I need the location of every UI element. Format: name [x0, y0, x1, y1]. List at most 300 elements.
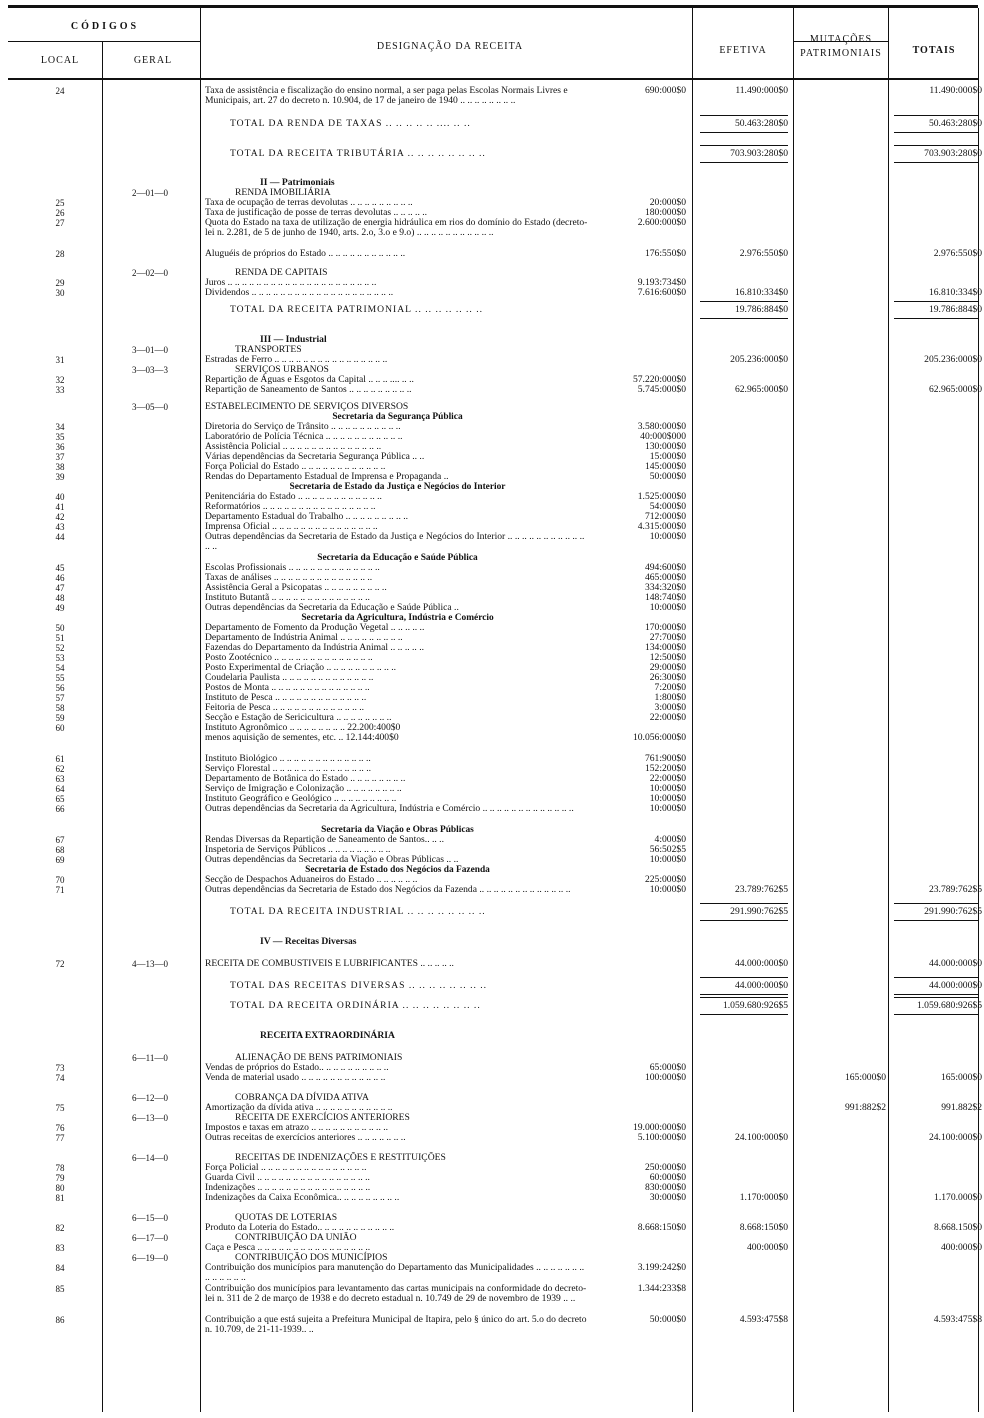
table-row: [0, 804, 984, 825]
totais-value: 2.976:550$0: [933, 249, 982, 259]
total-rule: [700, 301, 788, 302]
description: RECEITAS DE INDENIZAÇÕES E RESTITUIÇÕES: [235, 1152, 446, 1163]
totais-value: 50.463:280$0: [928, 119, 982, 129]
local-code: 41: [55, 502, 65, 512]
totais-value: 703.903:280$0: [924, 149, 982, 159]
description: ESTABELECIMENTO DE SERVIÇOS DIVERSOS: [205, 401, 409, 412]
table-row: [0, 1284, 984, 1315]
partial-value: 145:000$0: [644, 462, 686, 472]
description: II — Patrimoniais: [260, 177, 335, 188]
partial-value: 170:000$0: [644, 623, 686, 633]
local-code: 52: [55, 643, 65, 653]
total-rule: [700, 132, 788, 133]
total-rule: [894, 1014, 978, 1015]
local-code: 44: [55, 532, 65, 542]
total-rule: [700, 997, 788, 998]
description: RENDA IMOBILIÁRIA: [235, 187, 331, 198]
partial-value: 10:000$0: [649, 784, 686, 794]
table-row: [0, 733, 984, 754]
description: Secretaria da Segurança Pública: [332, 412, 463, 422]
table-row: [0, 1163, 984, 1173]
table-row: [0, 754, 984, 764]
partial-value: 130:000$0: [644, 442, 686, 452]
partial-value: 9.193:734$0: [637, 278, 686, 288]
local-code: 82: [55, 1223, 65, 1233]
totais-value: 44.000:000$0: [928, 959, 982, 969]
table-row: [0, 593, 984, 603]
table-row: [0, 335, 984, 345]
totais-value: 1.059.680:926$5: [916, 1001, 982, 1011]
receita-table-body: [0, 86, 984, 1336]
efetiva-value: 44.000:000$0: [734, 959, 788, 969]
total-rule: [894, 132, 978, 133]
table-row: [0, 1031, 984, 1053]
table-row: [0, 1233, 984, 1243]
description: Outras dependências da Secretaria da Educação e Saúde Pública ..: [205, 602, 459, 613]
description: Impostos e taxas em atrazo .. .. .. .. .. .. .. .. .. .. ..: [205, 1122, 389, 1133]
partial-value: 20:000$0: [649, 198, 686, 208]
table-row: [0, 1103, 984, 1113]
description: Taxas de análises .. .. .. .. .. .. .. .. .. .. .. .. .. ..: [205, 572, 373, 583]
local-code: 68: [55, 845, 65, 855]
table-row: [0, 1153, 984, 1163]
mutacoes-value: 991:882$2: [844, 1103, 886, 1113]
local-code: 35: [55, 432, 65, 442]
description: Serviço Florestal .. .. .. .. .. .. .. .. .. .. .. .. .. ..: [205, 763, 372, 774]
local-code: 83: [55, 1243, 65, 1253]
description: Taxa de justificação de posse de terras devolutas .. .. .. .. ..: [205, 207, 428, 218]
table-row: [0, 472, 984, 482]
partial-value: 10:000$0: [649, 855, 686, 865]
local-code: 43: [55, 522, 65, 532]
table-row: [0, 442, 984, 452]
totais-value: 16.810:334$0: [928, 288, 982, 298]
local-code: 27: [55, 218, 65, 228]
description: TOTAL DA RECEITA TRIBUTÁRIA .. .. .. .. .. .. .. ..: [230, 148, 486, 159]
partial-value: 148:740$0: [644, 593, 686, 603]
total-rule: [700, 318, 788, 319]
description: Força Policial do Estado .. .. .. .. .. .. .. .. .. .. .. ..: [205, 461, 386, 472]
local-code: 25: [55, 198, 65, 208]
description: Guarda Civil .. .. .. .. .. .. .. .. .. .. .. .. .. .. .. ..: [205, 1172, 370, 1183]
table-row: [0, 563, 984, 573]
local-code: 72: [55, 959, 65, 969]
description: RENDA DE CAPITAIS: [235, 267, 328, 278]
description: Instituto Agronômico .. .. .. .. .. .. .. .. 22.200:400$0: [205, 722, 401, 733]
partial-value: 1.344:233$8: [637, 1284, 686, 1294]
local-code: 54: [55, 663, 65, 673]
total-rule: [700, 977, 788, 978]
local-code: 26: [55, 208, 65, 218]
local-code: 57: [55, 693, 65, 703]
local-code: 37: [55, 452, 65, 462]
table-row: [0, 845, 984, 855]
table-row: [0, 385, 984, 402]
header-codigos: CÓDIGOS: [70, 21, 140, 32]
header-designacao: DESIGNAÇÃO DA RECEITA: [376, 41, 524, 52]
table-row: [0, 268, 984, 278]
description: Contribuição a que está sujeita a Prefeitura Municipal de Itapira, pelo § único do art. 5.o do decreto n. 10.709, de 21-11-1939.. ..: [205, 1314, 587, 1336]
partial-value: 152:200$0: [644, 764, 686, 774]
description: Posto Experimental de Criação .. .. .. .. .. .. .. .. .. ..: [205, 662, 397, 673]
table-row: [0, 1093, 984, 1103]
table-row: [0, 835, 984, 845]
table-row: [0, 959, 984, 981]
partial-value: 4.315:000$0: [637, 522, 686, 532]
local-code: 24: [55, 86, 65, 96]
local-code: 84: [55, 1263, 65, 1273]
table-row: [0, 198, 984, 208]
local-code: 47: [55, 583, 65, 593]
table-row: [0, 532, 984, 553]
local-code: 51: [55, 633, 65, 643]
table-row: [0, 633, 984, 643]
table-row: [0, 1223, 984, 1233]
partial-value: 10:000$0: [649, 603, 686, 613]
efetiva-value: 19.786:884$0: [734, 305, 788, 315]
table-row: [0, 855, 984, 865]
table-row: [0, 713, 984, 723]
codes-rule: [8, 41, 200, 42]
description: Contribuição dos municípios para levantamento das cartas municipais na conformidade do decreto-lei n. 311 de 2 de março de 1938 e do decreto estadual n. 10.749 de 29 de novembro de 1939 .. ..: [205, 1283, 587, 1305]
description: Caça e Pesca .. .. .. .. .. .. .. .. .. .. .. .. .. .. .. ..: [205, 1242, 371, 1253]
total-rule: [700, 145, 788, 146]
partial-value: 712:000$0: [644, 512, 686, 522]
table-row: [0, 1113, 984, 1123]
table-row: [0, 723, 984, 733]
partial-value: 8.668:150$0: [637, 1223, 686, 1233]
partial-value: 22:000$0: [649, 774, 686, 784]
partial-value: 4:000$0: [654, 835, 686, 845]
total-rule: [894, 318, 978, 319]
table-row: [0, 402, 984, 412]
description: Secretaria da Agricultura, Indústria e Comércio: [301, 613, 494, 623]
table-row: [0, 412, 984, 422]
description: Outras dependências da Secretaria da Viação e Obras Públicas .. ..: [205, 854, 459, 865]
efetiva-value: 50.463:280$0: [734, 119, 788, 129]
local-code: 75: [55, 1103, 65, 1113]
efetiva-value: 2.976:550$0: [739, 249, 788, 259]
partial-value: 225:000$0: [644, 875, 686, 885]
description: COBRANÇA DA DÍVIDA ATIVA: [235, 1092, 369, 1103]
partial-value: 54:000$0: [649, 502, 686, 512]
local-code: 66: [55, 804, 65, 814]
description: Vendas de próprios do Estado.. .. .. .. .. .. .. .. .. ..: [205, 1062, 389, 1073]
table-row: [0, 1243, 984, 1253]
table-row: [0, 345, 984, 355]
table-row: [0, 288, 984, 305]
total-rule: [894, 301, 978, 302]
table-row: [0, 1001, 984, 1031]
description: Indenizações da Caixa Econômica.. .. .. .. .. .. .. .. ..: [205, 1192, 400, 1203]
geral-code: 2—01—0: [132, 188, 168, 198]
description: Serviço de Imigração e Colonização .. .. .. .. .. .. .. ..: [205, 783, 402, 794]
partial-value: 65:000$0: [649, 1063, 686, 1073]
table-row: [0, 693, 984, 703]
local-code: 76: [55, 1123, 65, 1133]
description: Departamento de Botânica do Estado .. .. .. .. .. .. .. ..: [205, 773, 406, 784]
description: Departamento de Indústria Animal .. .. .. .. .. .. .. .. ..: [205, 632, 403, 643]
table-row: [0, 149, 984, 178]
partial-value: 10:000$0: [649, 794, 686, 804]
local-code: 64: [55, 784, 65, 794]
table-row: [0, 375, 984, 385]
description: Várias dependências da Secretaria Segurança Pública .. ..: [205, 451, 425, 462]
description: Reformatórios .. .. .. .. .. .. .. .. .. .. .. .. .. .. .. ..: [205, 501, 376, 512]
partial-value: 3.199:242$0: [637, 1263, 686, 1273]
efetiva-value: 24.100:000$0: [734, 1133, 788, 1143]
local-code: 61: [55, 754, 65, 764]
partial-value: 761:900$0: [644, 754, 686, 764]
totais-value: 62.965:000$0: [928, 385, 982, 395]
efetiva-value: 11.490:000$0: [735, 86, 788, 96]
local-code: 55: [55, 673, 65, 683]
total-rule: [700, 920, 788, 921]
mutacoes-value: 165:000$0: [844, 1073, 886, 1083]
total-rule: [700, 994, 788, 995]
total-rule: [894, 115, 978, 116]
local-code: 34: [55, 422, 65, 432]
partial-value: 29:000$0: [649, 663, 686, 673]
geral-code: 3—03—3: [132, 365, 168, 375]
local-code: 31: [55, 355, 65, 365]
totais-value: 400:000$0: [940, 1243, 982, 1253]
table-row: [0, 305, 984, 335]
header-local: LOCAL: [40, 55, 80, 66]
local-code: 85: [55, 1284, 65, 1294]
table-row: [0, 663, 984, 673]
local-code: 80: [55, 1183, 65, 1193]
table-row: [0, 653, 984, 663]
geral-code: 6—12—0: [132, 1093, 168, 1103]
table-row: [0, 452, 984, 462]
description: CONTRIBUIÇÃO DOS MUNICÍPIOS: [235, 1252, 388, 1263]
table-row: [0, 218, 984, 249]
local-code: 74: [55, 1073, 65, 1083]
local-code: 36: [55, 442, 65, 452]
table-row: [0, 482, 984, 492]
header-efetiva: EFETIVA: [719, 45, 767, 56]
total-rule: [894, 997, 978, 998]
description: Rendas do Departamento Estadual de Imprensa e Propaganda ..: [205, 471, 449, 482]
description: Laboratório de Polícia Técnica .. .. .. .. .. .. .. .. .. .. ..: [205, 431, 403, 442]
table-row: [0, 1053, 984, 1063]
partial-value: 100:000$0: [644, 1073, 686, 1083]
partial-value: 26:300$0: [649, 673, 686, 683]
partial-value: 134:000$0: [644, 643, 686, 653]
description: III — Industrial: [260, 334, 327, 345]
local-code: 38: [55, 462, 65, 472]
totais-value: 291.990:762$5: [924, 907, 982, 917]
table-row: [0, 1213, 984, 1223]
local-code: 58: [55, 703, 65, 713]
description: Outras dependências da Secretaria da Agricultura, Indústria e Comércio .. .. .. .. .. .. .. .. .. .. .. .. ..: [205, 803, 574, 814]
partial-value: 334:320$0: [644, 583, 686, 593]
partial-value: 465:000$0: [644, 573, 686, 583]
partial-value: 60:000$0: [649, 1173, 686, 1183]
table-row: [0, 553, 984, 563]
description: Quota do Estado na taxa de utilização de energia hidráulica em rios do domínio do Estado (decreto-lei n. 2.281, de 5 de junho de 1940, arts. 2.o, 3.o e 9.o) .. .. .. .. .. .. .. .. .. .. ..: [205, 217, 588, 239]
description: Secretaria de Estado dos Negócios da Fazenda: [305, 865, 490, 875]
local-code: 29: [55, 278, 65, 288]
efetiva-value: 8.668:150$0: [739, 1223, 788, 1233]
local-code: 33: [55, 385, 65, 395]
header-geral: GERAL: [133, 55, 173, 66]
description: Fazendas do Departamento da Indústria Animal .. .. .. .. ..: [205, 642, 425, 653]
description: TOTAL DA RECEITA ORDINÁRIA .. .. .. .. .. .. .. ..: [230, 1000, 481, 1011]
description: Repartição de Saneamento de Santos .. .. .. .. .. .. .. .. ..: [205, 384, 412, 395]
description: Contribuição dos municípios para manutenção do Departamento das Municipalidades .. .. .. .. .. .. .. .. .. .. .. .. ..: [205, 1262, 585, 1284]
table-row: [0, 603, 984, 613]
table-row: [0, 784, 984, 794]
local-code: 45: [55, 563, 65, 573]
description: QUOTAS DE LOTERIAS: [235, 1212, 338, 1223]
partial-value: 1:800$0: [654, 693, 686, 703]
table-row: [0, 502, 984, 512]
table-row: [0, 613, 984, 623]
table-row: [0, 703, 984, 713]
description: Taxa de assistência e fiscalização do ensino normal, a ser paga pelas Escolas Normais Livres e Municipais, art. 27 do decreto n. 10.904, de 17 de janeiro de 1940 .. .. .. .. .. .. .. ..: [205, 85, 568, 107]
efetiva-value: 62.965:000$0: [734, 385, 788, 395]
partial-value: 30:000$0: [649, 1193, 686, 1203]
description: TOTAL DA RECEITA INDUSTRIAL .. .. .. .. .. .. .. ..: [230, 906, 486, 917]
table-row: [0, 937, 984, 959]
table-row: [0, 1315, 984, 1336]
partial-value: 2.600:000$0: [637, 218, 686, 228]
local-code: 67: [55, 835, 65, 845]
description: RECEITA DE EXERCÍCIOS ANTERIORES: [235, 1112, 410, 1123]
description: Produto da Loteria do Estado.. .. .. .. .. .. .. .. .. .. ..: [205, 1222, 395, 1233]
totais-value: 11.490:000$0: [929, 86, 982, 96]
description: Postos de Monta .. .. .. .. .. .. .. .. .. .. .. .. .. ..: [205, 682, 370, 693]
partial-value: 22:000$0: [649, 713, 686, 723]
table-row: [0, 764, 984, 774]
table-row: [0, 512, 984, 522]
partial-value: 50:000$0: [649, 472, 686, 482]
local-code: 56: [55, 683, 65, 693]
table-row: [0, 643, 984, 653]
table-row: [0, 1183, 984, 1193]
efetiva-value: 703.903:280$0: [730, 149, 788, 159]
local-code: 73: [55, 1063, 65, 1073]
local-code: 81: [55, 1193, 65, 1203]
totais-value: 19.786:884$0: [928, 305, 982, 315]
efetiva-value: 291.990:762$5: [730, 907, 788, 917]
description: Feitoria de Pesca .. .. .. .. .. .. .. .. .. .. .. .. ..: [205, 702, 365, 713]
description: ALIENAÇÃO DE BENS PATRIMONIAIS: [235, 1052, 403, 1063]
description: Dividendos .. .. .. .. .. .. .. .. .. .. .. .. .. .. .. .. .. .. .. ..: [205, 287, 394, 298]
local-code: 50: [55, 623, 65, 633]
table-row: [0, 981, 984, 1001]
efetiva-value: 16.810:334$0: [734, 288, 788, 298]
local-code: 60: [55, 723, 65, 733]
total-rule: [894, 994, 978, 995]
table-row: [0, 119, 984, 149]
top-rule: [8, 5, 978, 8]
partial-value: 10.056:000$0: [632, 733, 686, 743]
description: Secretaria de Estado da Justiça e Negócios do Interior: [289, 482, 506, 492]
local-code: 49: [55, 603, 65, 613]
total-rule: [700, 1014, 788, 1015]
description: Assistência Geral a Psicopatas .. .. .. .. .. .. .. .. ..: [205, 582, 387, 593]
efetiva-value: 1.170:000$0: [739, 1193, 788, 1203]
table-row: [0, 623, 984, 633]
description: Departamento de Fomento da Produção Vegetal .. .. .. .. ..: [205, 622, 425, 633]
totais-value: 44.000:000$0: [928, 981, 982, 991]
efetiva-value: 1.059.680:926$5: [722, 1001, 788, 1011]
geral-code: 3—01—0: [132, 345, 168, 355]
header-mutacoes: MUTAÇÕES PATRIMONIAIS: [800, 34, 882, 59]
partial-value: 5.100:000$0: [637, 1133, 686, 1143]
table-row: [0, 1263, 984, 1284]
table-row: [0, 825, 984, 835]
description: Instituto Biológico .. .. .. .. .. .. .. .. .. .. .. .. ..: [205, 753, 371, 764]
table-row: [0, 462, 984, 472]
local-code: 53: [55, 653, 65, 663]
geral-code: 2—02—0: [132, 268, 168, 278]
local-code: 62: [55, 764, 65, 774]
efetiva-value: 23.789:762$5: [734, 885, 788, 895]
description: Secção e Estação de Sericicultura .. .. .. .. .. .. .. ..: [205, 712, 392, 723]
table-row: [0, 683, 984, 693]
description: Inspetoria de Serviços Públicos .. .. .. .. .. .. .. .. ..: [205, 844, 391, 855]
partial-value: 19.000:000$0: [632, 1123, 686, 1133]
description: TOTAL DA RENDA DE TAXAS .. .. .. .. .. .... .. ..: [230, 118, 471, 129]
table-row: [0, 422, 984, 432]
partial-value: 56:502$5: [649, 845, 686, 855]
partial-value: 15:000$0: [649, 452, 686, 462]
description: Secção de Despachos Aduaneiros do Estado .. .. .. .. .. ..: [205, 874, 418, 885]
partial-value: 494:600$0: [644, 563, 686, 573]
partial-value: 3.580:000$0: [637, 422, 686, 432]
geral-code: 6—19—0: [132, 1253, 168, 1263]
partial-value: 57.220:000$0: [632, 375, 686, 385]
description: TRANSPORTES: [235, 344, 302, 355]
partial-value: 830:000$0: [644, 1183, 686, 1193]
table-row: [0, 1123, 984, 1133]
geral-code: 6—15—0: [132, 1213, 168, 1223]
table-row: [0, 865, 984, 875]
total-rule: [894, 145, 978, 146]
description: Secretaria da Educação e Saúde Pública: [317, 553, 478, 563]
table-row: [0, 86, 984, 119]
description: Imprensa Oficial .. .. .. .. .. .. .. .. .. .. .. .. .. .. ..: [205, 521, 378, 532]
table-row: [0, 432, 984, 442]
efetiva-value: 4.593:475$8: [739, 1315, 788, 1325]
description: TOTAL DA RECEITA PATRIMONIAL .. .. .. .. .. .. ..: [230, 304, 484, 315]
table-row: [0, 774, 984, 784]
geral-code: 6—13—0: [132, 1113, 168, 1123]
geral-code: 4—13—0: [132, 959, 168, 969]
description: Repartição de Águas e Esgotos da Capital .. .. .. .... .. ..: [205, 374, 414, 385]
description: IV — Receitas Diversas: [260, 936, 357, 947]
description: Taxa de ocupação de terras devolutas .. .. .. .. .. .. .. .. ..: [205, 197, 413, 208]
description: Aluguéis de próprios do Estado .. .. .. .. .. .. .. .. .. .. ..: [205, 248, 406, 259]
total-rule: [894, 920, 978, 921]
total-rule: [700, 162, 788, 163]
table-row: [0, 178, 984, 188]
partial-value: 10:000$0: [649, 885, 686, 895]
local-code: 28: [55, 249, 65, 259]
description: Rendas Diversas da Repartição de Saneamento de Santos.. .. ..: [205, 834, 444, 845]
description: Outras dependências da Secretaria de Estado dos Negócios da Fazenda .. .. .. .. .. .. .. .. .. .. .. .. ..: [205, 884, 571, 895]
header-totais: TOTAIS: [912, 45, 956, 56]
local-code: 48: [55, 593, 65, 603]
partial-value: 27:700$0: [649, 633, 686, 643]
partial-value: 50:000$0: [649, 1315, 686, 1325]
table-row: [0, 365, 984, 375]
partial-value: 5.745:000$0: [637, 385, 686, 395]
